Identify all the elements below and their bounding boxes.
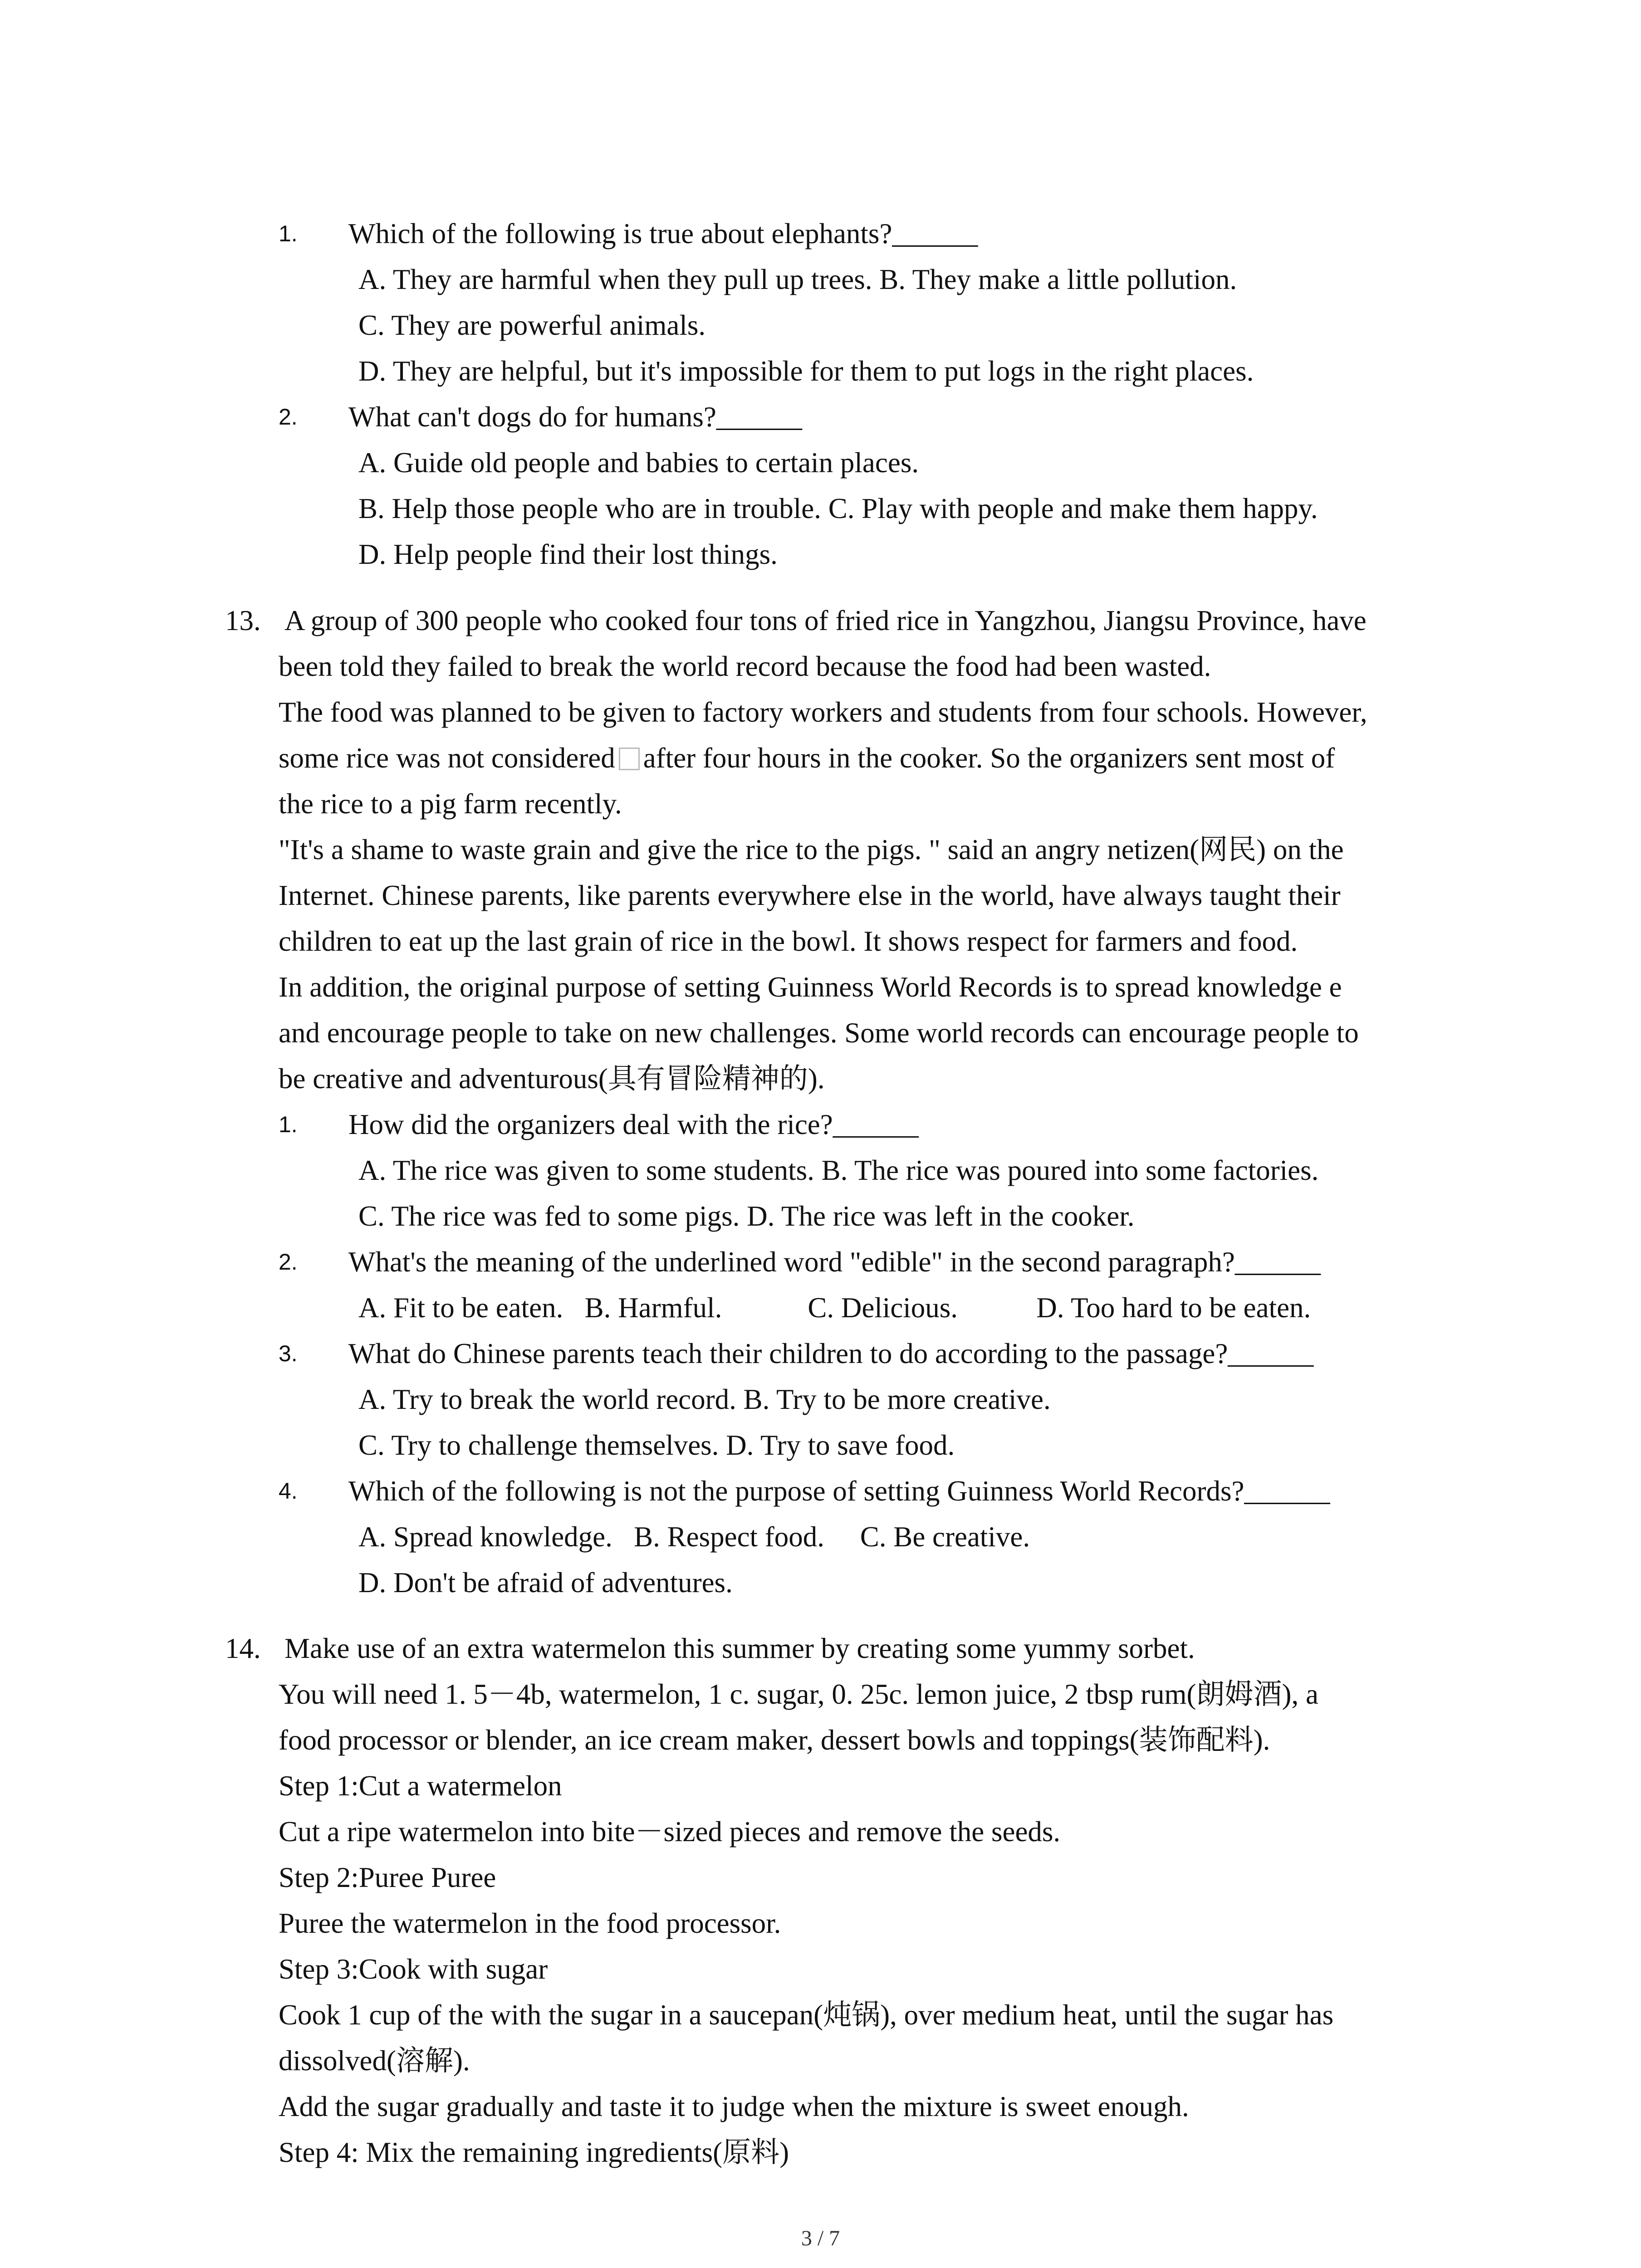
subquestion-stem: What do Chinese parents teach their children to do according to the passage?______	[348, 1338, 1314, 1369]
step-title: Step 4: Mix the remaining ingredients(原料)	[279, 2136, 789, 2168]
option-line: C. The rice was fed to some pigs. D. The rice was left in the cooker.	[358, 1200, 1135, 1232]
passage-line	[279, 740, 1335, 776]
subquestion-stem: Which of the following is true about elephants?______	[348, 218, 978, 249]
subquestion-stem: Which of the following is not the purpose of setting Guinness World Records?______	[348, 1475, 1330, 1507]
step-title: Step 2:Puree Puree	[279, 1862, 496, 1893]
passage-line: been told they failed to break the world record because the food had been wasted.	[279, 650, 1211, 682]
passage-line: the rice to a pig farm recently.	[279, 788, 622, 820]
passage-line: You will need 1. 5－4b, watermelon, 1 c. sugar, 0. 25c. lemon juice, 2 tbsp rum(朗姆酒), a	[279, 1678, 1318, 1710]
option-line: D. Don't be afraid of adventures.	[358, 1567, 733, 1598]
subquestion-stem: What can't dogs do for humans?______	[348, 401, 802, 433]
passage-line: "It's a shame to waste grain and give the rice to the pigs. " said an angry netizen(网民) on the	[279, 834, 1344, 865]
option-line: A. Fit to be eaten. B. Harmful. C. Delicious. D. Too hard to be eaten.	[358, 1292, 1311, 1324]
option-line: B. Help those people who are in trouble. C. Play with people and make them happy.	[358, 493, 1318, 524]
passage-line: children to eat up the last grain of rice in the bowl. It shows respect for farmers and food.	[279, 925, 1298, 957]
option-line: A. Try to break the world record. B. Try to be more creative.	[358, 1383, 1051, 1415]
subquestion-stem: What's the meaning of the underlined word "edible" in the second paragraph?______	[348, 1246, 1321, 1278]
passage-line: Add the sugar gradually and taste it to judge when the mixture is sweet enough.	[279, 2091, 1189, 2122]
missing-glyph-box	[619, 748, 640, 770]
option-line: A. The rice was given to some students. B. The rice was poured into some factories.	[358, 1154, 1319, 1186]
option-line: A. They are harmful when they pull up trees. B. They make a little pollution.	[358, 264, 1237, 295]
passage-text: some rice was not considered	[279, 742, 615, 774]
step-title: Step 1:Cut a watermelon	[279, 1770, 562, 1802]
passage-line: Cook 1 cup of the with the sugar in a saucepan(炖锅), over medium heat, until the sugar has	[279, 1999, 1334, 2031]
passage-line: dissolved(溶解).	[279, 2045, 470, 2077]
option-line: A. Guide old people and babies to certain places.	[358, 447, 919, 479]
passage-line: A group of 300 people who cooked four tons of fried rice in Yangzhou, Jiangsu Province, have	[284, 605, 1367, 636]
passage-text: after four hours in the cooker. So the organizers sent most of	[643, 742, 1335, 774]
option-line: D. They are helpful, but it's impossible for them to put logs in the right places.	[358, 355, 1254, 387]
question-number: 13.	[225, 605, 261, 636]
option-line: C. They are powerful animals.	[358, 309, 706, 341]
subquestion-number: 3.	[279, 1341, 298, 1366]
subquestion-number: 2.	[279, 404, 298, 430]
passage-line: In addition, the original purpose of setting Guinness World Records is to spread knowledge e	[279, 971, 1342, 1003]
step-title: Step 3:Cook with sugar	[279, 1953, 548, 1985]
passage-line: Internet. Chinese parents, like parents everywhere else in the world, have always taught their	[279, 880, 1341, 911]
subquestion-stem: How did the organizers deal with the rice?______	[348, 1109, 919, 1140]
passage-line: Make use of an extra watermelon this summer by creating some yummy sorbet.	[284, 1633, 1195, 1664]
passage-line: Puree the watermelon in the food processor.	[279, 1907, 781, 1939]
subquestion-number: 4.	[279, 1478, 298, 1504]
page-number: 3 / 7	[801, 2226, 840, 2250]
subquestion-number: 1.	[279, 1112, 298, 1137]
passage-line: and encourage people to take on new challenges. Some world records can encourage people to	[279, 1017, 1359, 1049]
option-line: C. Try to challenge themselves. D. Try to save food.	[358, 1429, 955, 1461]
option-line: A. Spread knowledge. B. Respect food. C. Be creative.	[358, 1521, 1030, 1553]
option-line: D. Help people find their lost things.	[358, 538, 778, 570]
question-number: 14.	[225, 1633, 261, 1664]
passage-line: food processor or blender, an ice cream maker, dessert bowls and toppings(装饰配料).	[279, 1724, 1270, 1756]
passage-line: The food was planned to be given to factory workers and students from four schools. However,	[279, 696, 1367, 728]
passage-line: be creative and adventurous(具有冒险精神的).	[279, 1063, 825, 1095]
subquestion-number: 1.	[279, 221, 298, 246]
subquestion-number: 2.	[279, 1249, 298, 1275]
passage-line: Cut a ripe watermelon into bite－sized pieces and remove the seeds.	[279, 1816, 1061, 1848]
